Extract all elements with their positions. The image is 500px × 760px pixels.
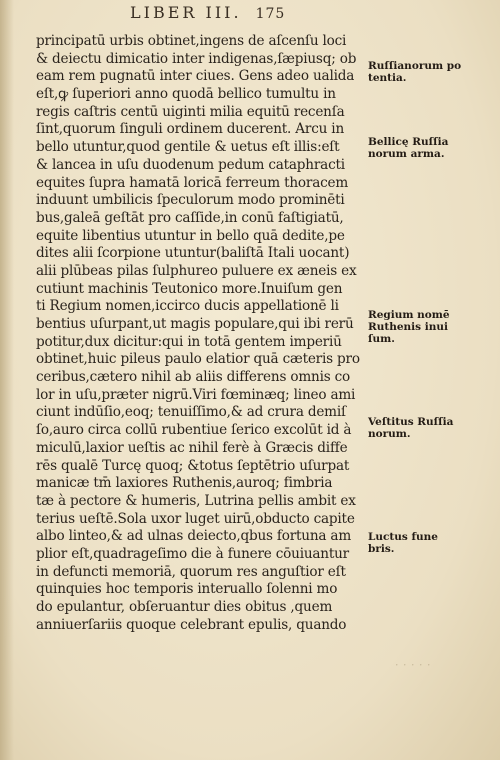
text-line: ceribus,cætero nihil ab aliis differens omnis co xyxy=(36,369,351,386)
text-line: bello utuntur,quod gentile & uetus eſt illis:eſt xyxy=(36,139,340,156)
margin-note-line: bris. xyxy=(368,543,395,555)
main-text-block xyxy=(36,33,366,634)
text-line: tæ à pectore & humeris, Lutrina pellis ambit ex xyxy=(36,492,356,509)
text-line: & deiectu dimicatio inter indigenas,ſæpiusq; ob xyxy=(36,50,357,67)
running-head xyxy=(130,3,285,22)
text-line: ſint,quorum ſinguli ordinem ducerent. Arcu in xyxy=(36,121,344,138)
text-line: ciunt indūſio,eoq; tenuiſſimo,& ad crura demiſ xyxy=(36,404,346,421)
margin-note-line: Veſtitus Ruſſia xyxy=(368,416,454,428)
text-line: equites ſupra hamatā loricā ferreum thoracem xyxy=(36,174,349,191)
text-line: miculū,laxior ueſtis ac nihil ferè à Græcis diffe xyxy=(36,439,348,456)
text-line: cutiunt machinis Teutonico more.Inuiſum gen xyxy=(36,280,343,297)
text-line: eſt,ꝙ ſuperiori anno quodā bellico tumultu in xyxy=(36,86,336,103)
text-line: do epulantur, obſeruantur dies obitus ,quem xyxy=(36,599,333,615)
text-line: alii plūbeas pilas ſulphureo puluere ex æneis ex xyxy=(36,262,357,279)
margin-note-line: Ruſſianorum po xyxy=(368,60,462,72)
text-line: anniuerſariis quoque celebrant epulis, quando xyxy=(36,616,347,633)
text-line: bentius uſurpant,ut magis populare,qui ibi rerū xyxy=(36,316,354,332)
text-line: bus,galeā geſtāt pro caſſide,in conū faſtigiatū, xyxy=(36,209,344,226)
text-line: in defuncti memoriā, quorum res anguſtior eſt xyxy=(36,563,346,580)
text-line: regis caſtris centū uiginti milia equitū recenſa xyxy=(36,103,345,120)
margin-note-line: ſum. xyxy=(368,333,395,345)
text-line: quinquies hoc temporis interuallo ſolenni mo xyxy=(36,581,338,598)
text-line: equite libentius utuntur in bello quā dedite,pe xyxy=(36,227,345,244)
text-line: & lancea in uſu duodenum pedum cataphracti xyxy=(36,156,345,173)
margin-note-line: norum arma. xyxy=(368,148,445,160)
text-line: dites alii ſcorpione utuntur(baliſtā Itali uocant) xyxy=(36,245,350,262)
text-line: manicæ tm̄ laxiores Ruthenis,auroq; fimbria xyxy=(36,475,333,492)
text-line: terius ueſtē.Sola uxor luget uirū,obducto capite xyxy=(36,510,355,527)
margin-note-potentia xyxy=(368,60,492,84)
margin-note-line: Luctus fune xyxy=(368,531,438,543)
running-head-title: LIBER III. xyxy=(130,3,242,22)
bleed-through-ink: · · · · · xyxy=(395,658,431,671)
margin-note-line: Bellicę Ruſſia xyxy=(368,136,449,148)
text-line: principatū urbis obtinet,ingens de aſcenſu loci xyxy=(36,33,347,49)
text-line: plior eſt,quadrageſimo die à funere cōuiuantur xyxy=(36,545,349,562)
margin-note-arma xyxy=(368,136,492,160)
text-line: induunt umbilicis ſpeculorum modo prominēti xyxy=(36,192,345,209)
text-line: eam rem pugnatū inter ciues. Gens adeo ualida xyxy=(36,68,355,85)
text-line: albo linteo,& ad ulnas deiecto,qbus fortuna am xyxy=(36,528,352,545)
margin-note-line: tentia. xyxy=(368,72,407,84)
margin-note-line: Ruthenis inui xyxy=(368,321,448,333)
margin-note-line: Regium nomē xyxy=(368,309,450,321)
text-line: potitur,dux dicitur:qui in totā gentem imperiū xyxy=(36,333,342,350)
text-line: ti Regium nomen,iccirco ducis appellationē li xyxy=(36,298,339,315)
margin-note-vestitus xyxy=(368,416,492,440)
page-number: 175 xyxy=(255,6,286,22)
margin-note-line: norum. xyxy=(368,428,411,440)
margin-note-regium-nomen xyxy=(368,309,492,345)
page-gutter-shadow xyxy=(0,0,14,760)
text-line: obtinet,huic pileus paulo elatior quā cæteris pro xyxy=(36,351,360,368)
text-line: lor in uſu,præter nigrū.Viri fœminæq; lineo ami xyxy=(36,386,356,403)
text-line: ſo,auro circa collū rubentiue ſerico excolūt id à xyxy=(36,422,352,439)
text-line: rēs qualē Turcę quoq; &totus ſeptētrio uſurpat xyxy=(36,457,350,474)
margin-note-luctus xyxy=(368,531,492,555)
